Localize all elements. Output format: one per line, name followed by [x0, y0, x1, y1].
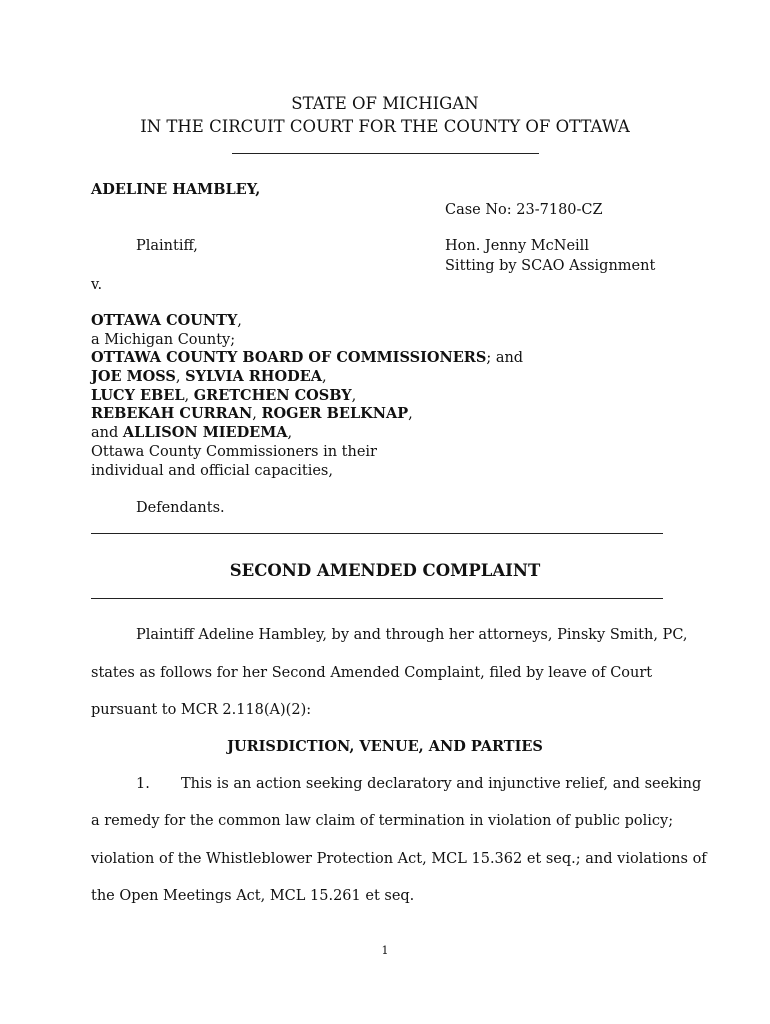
- comma: ,: [287, 425, 293, 441]
- comma: ,: [322, 369, 327, 385]
- case-number: Case No: 23-7180-CZ: [445, 202, 603, 218]
- defendant-sylvia-rhodea: SYLVIA RHODEA: [185, 368, 323, 385]
- defendant-joe-moss: JOE MOSS: [91, 368, 176, 385]
- plaintiff-role: Plaintiff,: [136, 238, 198, 254]
- defendant-allison-miedema: ALLISON MIEDEMA: [122, 424, 288, 441]
- court-heading: IN THE CIRCUIT COURT FOR THE COUNTY OF OTTAWA: [140, 117, 630, 136]
- defendants-line-moss-rhodea: [91, 368, 327, 386]
- section-heading: JURISDICTION, VENUE, AND PARTIES: [227, 738, 543, 755]
- defendant-roger-belknap: ROGER BELKNAP: [261, 405, 409, 422]
- judge-assignment: Sitting by SCAO Assignment: [445, 258, 656, 274]
- defendants-line-curran-belknap: [91, 405, 413, 423]
- defendant-ottawa-county-line: [91, 312, 242, 330]
- defendant-ottawa-county: OTTAWA COUNTY: [91, 312, 238, 329]
- separator: ,: [252, 406, 262, 422]
- state-heading: STATE OF MICHIGAN: [291, 94, 479, 113]
- judge-name: Hon. Jenny McNeill: [445, 238, 589, 254]
- defendant-gretchen-cosby: GRETCHEN COSBY: [193, 387, 352, 404]
- separator: ,: [184, 388, 194, 404]
- paragraph-number: 1.: [136, 776, 150, 792]
- commissioners-description-2: individual and official capacities,: [91, 463, 333, 479]
- caption-rule-top: [91, 533, 663, 534]
- paragraph-line: violation of the Whistleblower Protection Act, MCL 15.362 et seq.; and violations of: [91, 851, 707, 867]
- versus: v.: [91, 277, 103, 293]
- defendants-role: Defendants.: [136, 500, 225, 516]
- separator: ,: [175, 369, 186, 385]
- comma: ,: [237, 313, 242, 329]
- document-title: SECOND AMENDED COMPLAINT: [229, 561, 541, 580]
- page-number: 1: [381, 944, 389, 957]
- paragraph-line: a remedy for the common law claim of termination in violation of public policy;: [91, 813, 674, 829]
- defendants-line-ebel-cosby: [91, 387, 356, 405]
- defendant-board-line: [91, 349, 523, 367]
- defendant-county-description: a Michigan County;: [91, 332, 236, 348]
- defendants-line-miedema: [91, 424, 292, 442]
- and-word: and: [91, 425, 123, 441]
- defendant-lucy-ebel: LUCY EBEL: [91, 387, 185, 404]
- intro-line: Plaintiff Adeline Hambley, by and through her attorneys, Pinsky Smith, PC,: [136, 627, 688, 643]
- caption-rule-bottom: [91, 598, 663, 599]
- comma: ,: [408, 406, 413, 422]
- intro-line: pursuant to MCR 2.118(A)(2):: [91, 702, 312, 718]
- paragraph-line: This is an action seeking declaratory and injunctive relief, and seeking: [181, 776, 702, 792]
- semicolon-and: ; and: [486, 350, 524, 366]
- defendant-board: OTTAWA COUNTY BOARD OF COMMISSIONERS: [91, 349, 487, 366]
- paragraph-line: the Open Meetings Act, MCL 15.261 et seq.: [91, 888, 415, 904]
- intro-line: states as follows for her Second Amended Complaint, filed by leave of Court: [91, 665, 653, 681]
- defendant-rebekah-curran: REBEKAH CURRAN: [91, 405, 253, 422]
- commissioners-description-1: Ottawa County Commissioners in their: [91, 444, 377, 460]
- plaintiff-name: ADELINE HAMBLEY,: [91, 181, 261, 198]
- header-rule: [232, 153, 539, 154]
- comma: ,: [351, 388, 357, 404]
